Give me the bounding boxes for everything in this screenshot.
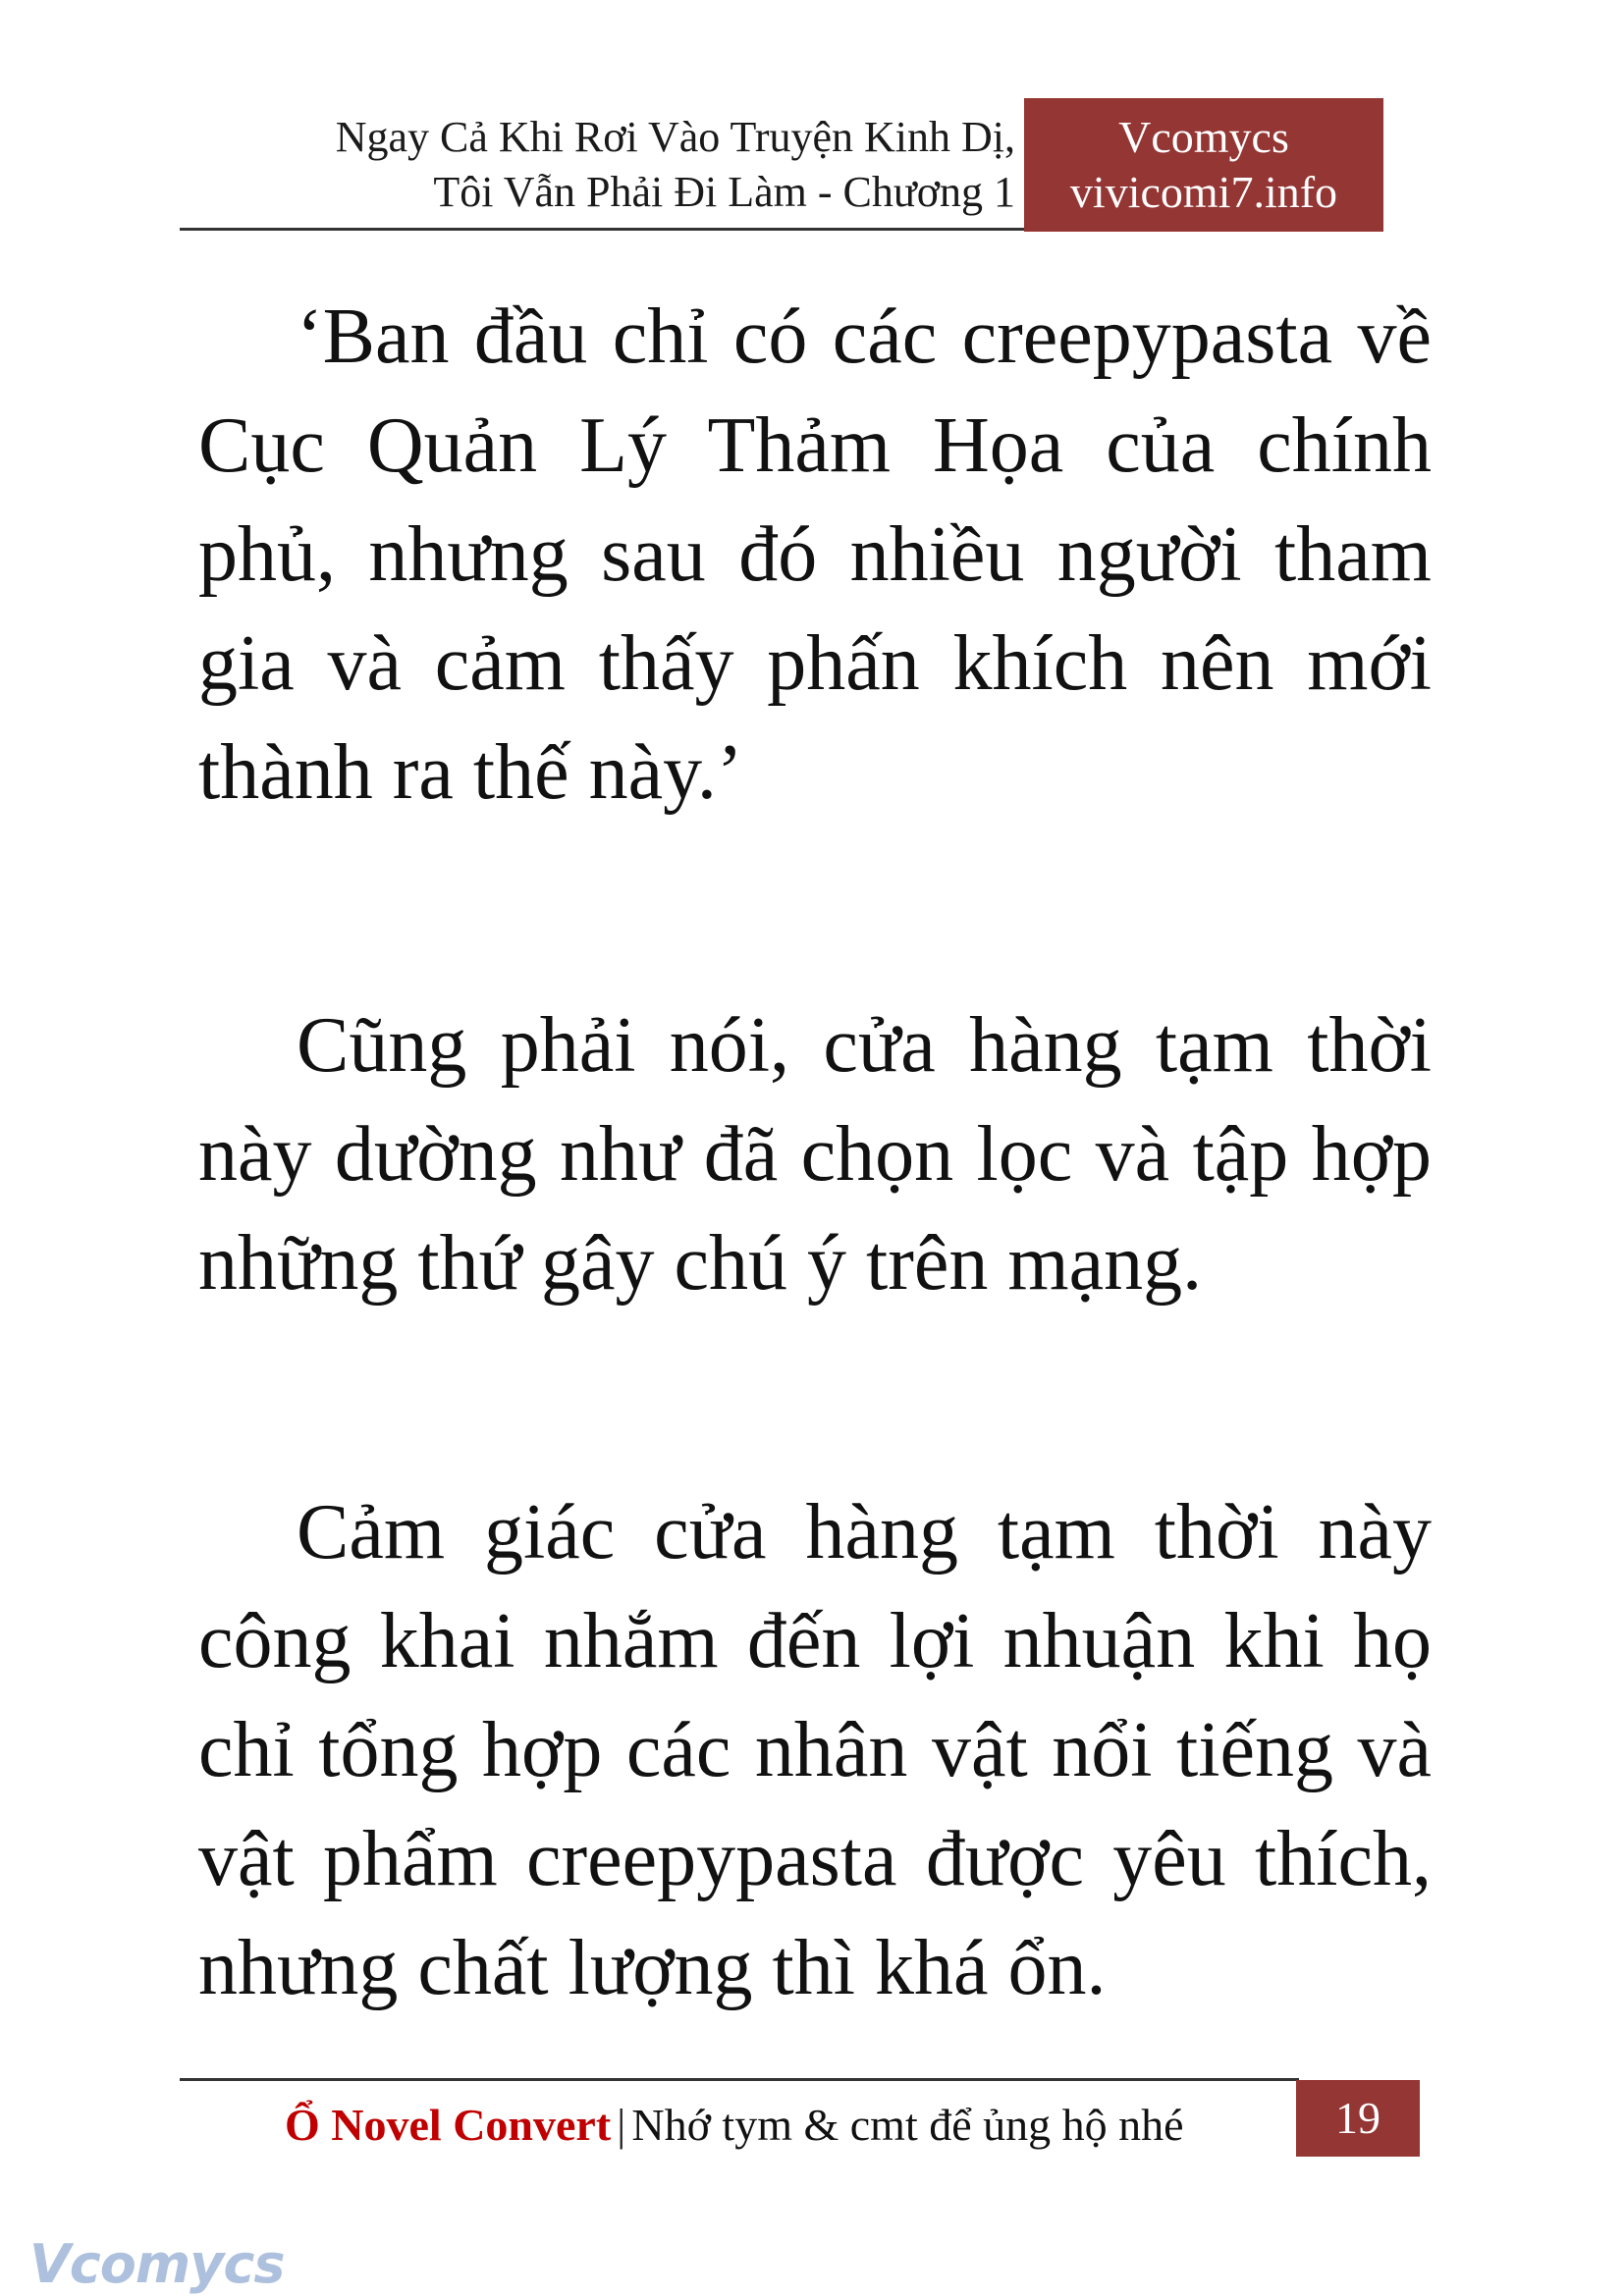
footer-brand: Ổ Novel Convert — [285, 2100, 612, 2150]
watermark-logo: Vcomycs — [29, 2233, 285, 2295]
paragraph-3: Cảm giác cửa hàng tạm thời này công khai nhắm đến lợi nhuận khi họ chỉ tổng hợp các nhân vật nổi tiếng và vật phẩm creepypasta được yêu thích, nhưng chất lượng thì khá ổn. — [198, 1489, 1432, 2011]
header-divider — [180, 228, 1024, 231]
footer-divider — [180, 2078, 1299, 2081]
page-number: 19 — [1296, 2080, 1420, 2157]
site-badge-url: vivicomi7.info — [1069, 167, 1338, 217]
footer-note: Nhớ tym & cmt để ủng hộ nhé — [631, 2100, 1184, 2150]
site-badge — [1024, 98, 1383, 232]
chapter-title-line-1: Ngay Cả Khi Rơi Vào Truyện Kinh Dị, — [335, 113, 1015, 161]
site-badge-name: Vcomycs — [1118, 112, 1289, 162]
chapter-title — [132, 110, 1015, 220]
paragraph-1: ‘Ban đầu chỉ có các creepypasta về Cục Quản Lý Thảm Họa của chính phủ, nhưng sau đó nhiều người tham gia và cảm thấy phấn khích nên mới thành ra thế này.’ — [198, 294, 1432, 816]
paragraph-2: Cũng phải nói, cửa hàng tạm thời này dường như đã chọn lọc và tập hợp những thứ gây chú ý trên mạng. — [198, 1002, 1432, 1307]
chapter-title-line-2: Tôi Vẫn Phải Đi Làm - Chương 1 — [433, 168, 1015, 216]
footer-text — [285, 2091, 1184, 2160]
footer-separator: | — [617, 2100, 626, 2150]
